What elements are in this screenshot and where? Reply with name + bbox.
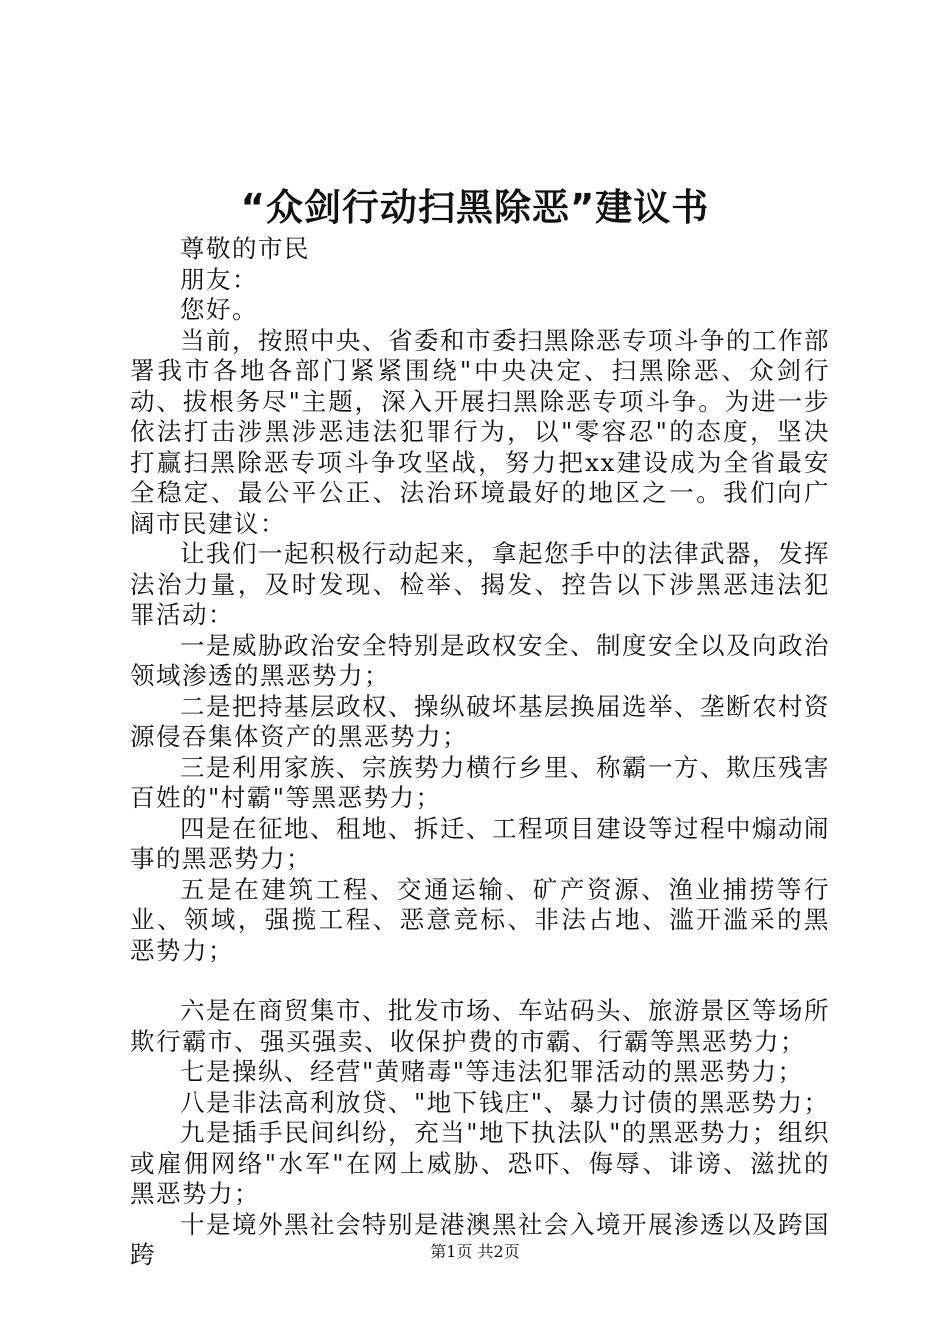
list-item-4: 四是在征地、租地、拆迁、工程项目建设等过程中煽动闹事的黑恶势力； [130, 813, 830, 873]
list-item-2: 二是把持基层政权、操纵破坏基层换届选举、垄断农村资源侵吞集体资产的黑恶势力； [130, 691, 830, 751]
list-item-3: 三是利用家族、宗族势力横行乡里、称霸一方、欺压残害百姓的"村霸"等黑恶势力； [130, 752, 830, 812]
call-to-action-paragraph: 让我们一起积极行动起来，拿起您手中的法律武器，发挥法治力量，及时发现、检举、揭发、控告以下涉黑恶违法犯罪活动： [130, 539, 830, 629]
list-item-6: 六是在商贸集市、批发市场、车站码头、旅游景区等场所欺行霸市、强买强卖、收保护费的市霸、行霸等黑恶势力； [130, 996, 830, 1056]
page-number-footer: 第1页 共2页 [430, 1242, 520, 1261]
list-item-10: 十是境外黑社会特别是港澳黑社会入境开展渗透以及跨国跨 [130, 1209, 830, 1269]
list-item-8: 八是非法高利放贷、"地下钱庄"、暴力讨债的黑恶势力； [180, 1087, 830, 1117]
document-body [130, 234, 830, 1271]
intro-paragraph: 当前，按照中央、省委和市委扫黑除恶专项斗争的工作部署我市各地各部门紧紧围绕"中央决定、扫黑除恶、众剑行动、拔根务尽"主题，深入开展扫黑除恶专项斗争。为进一步依法打击涉黑涉恶违法犯罪行为，以"零容忍"的态度，坚决打赢扫黑除恶专项斗争攻坚战，努力把xx建设成为全省最安全稳定、最公平公正、法治环境最好的地区之一。我们向广阔市民建议： [130, 325, 830, 538]
salutation-line-1: 尊敬的市民 [180, 234, 310, 263]
list-item-1: 一是威胁政治安全特别是政权安全、制度安全以及向政治领域渗透的黑恶势力； [130, 630, 830, 690]
salutation-line-2: 朋友： [180, 264, 258, 294]
list-item-5: 五是在建筑工程、交通运输、矿产资源、渔业捕捞等行业、领域，强揽工程、恶意竞标、非法占地、滥开滥采的黑恶势力； [130, 874, 830, 965]
greeting: 您好。 [180, 295, 258, 324]
document-title: “众剑行动扫黑除恶”建议书 [240, 186, 710, 229]
list-item-9: 九是插手民间纠纷，充当"地下执法队"的黑恶势力；组织或雇佣网络"水军"在网上威胁、恐吓、侮辱、诽谤、滋扰的黑恶势力； [130, 1118, 830, 1208]
list-item-7: 七是操纵、经营"黄赌毒"等违法犯罪活动的黑恶势力； [180, 1057, 804, 1086]
